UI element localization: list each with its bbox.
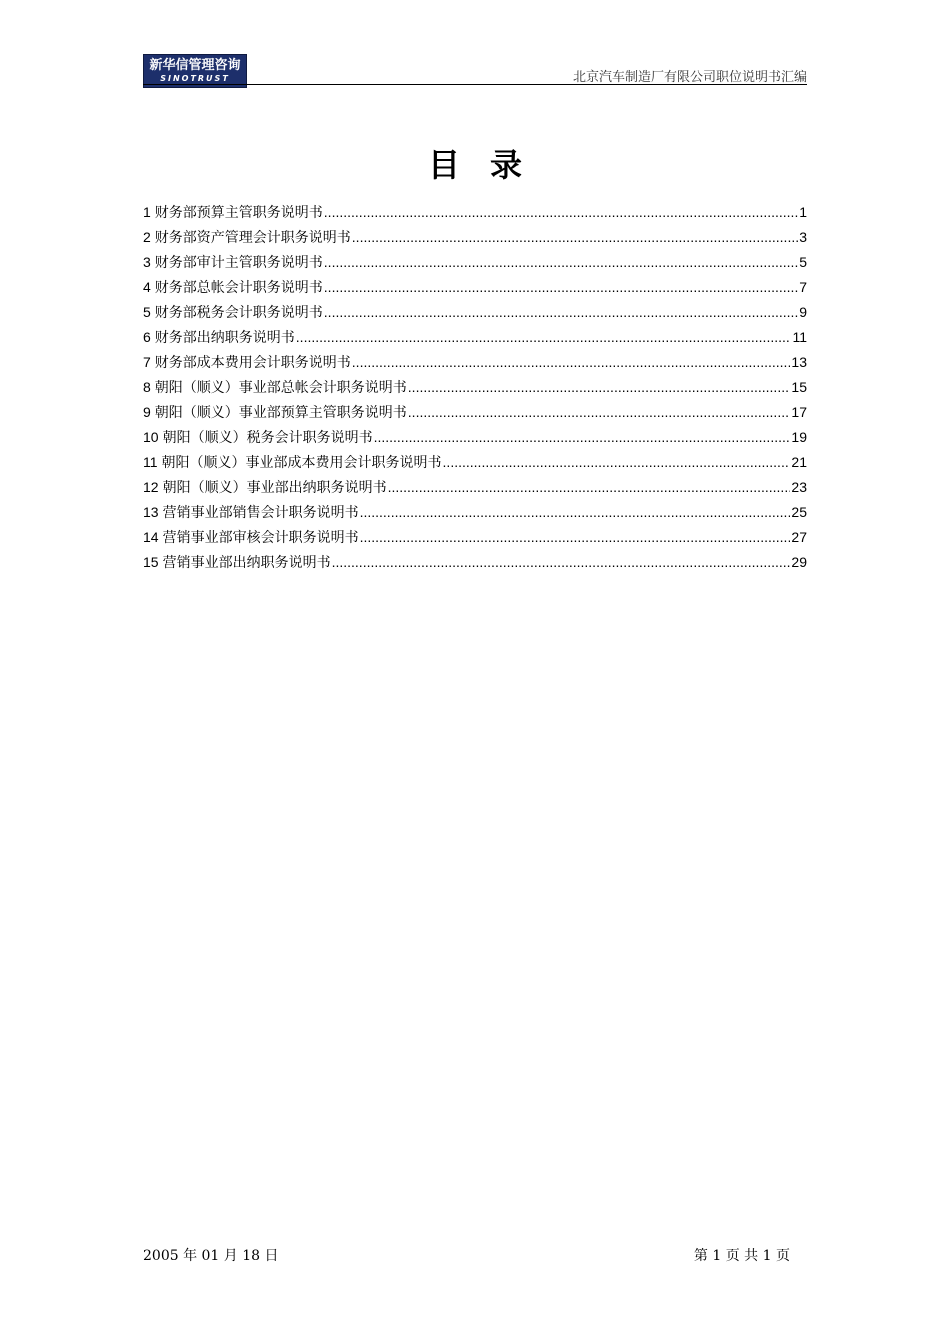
toc-entry-title: 财务部审计主管职务说明书 <box>154 255 323 271</box>
toc-list <box>143 200 807 575</box>
toc-entry-title: 营销事业部审核会计职务说明书 <box>162 530 359 546</box>
toc-entry-number: 6 <box>143 329 151 345</box>
toc-dot-leader <box>408 375 791 400</box>
toc-dot-leader <box>388 475 791 500</box>
logo-chinese-text: 新华信管理咨询 <box>149 58 241 73</box>
toc-entry-page-number: 9 <box>799 304 807 320</box>
toc-entry[interactable] <box>143 275 807 300</box>
toc-dot-leader <box>324 250 798 275</box>
toc-entry[interactable] <box>143 425 807 450</box>
toc-entry-page-number: 15 <box>791 379 807 395</box>
logo-english-text: SINOTRUST <box>160 74 230 83</box>
toc-entry-title: 财务部税务会计职务说明书 <box>154 305 323 321</box>
toc-entry-page-number: 3 <box>799 229 807 245</box>
header-divider <box>143 84 807 85</box>
toc-entry-number: 13 <box>143 504 159 520</box>
toc-dot-leader <box>360 500 791 525</box>
toc-entry[interactable] <box>143 300 807 325</box>
toc-dot-leader <box>374 425 791 450</box>
toc-entry[interactable] <box>143 400 807 425</box>
toc-entry-number: 3 <box>143 254 151 270</box>
toc-dot-leader <box>352 350 791 375</box>
toc-entry-title: 朝阳（顺义）事业部总帐会计职务说明书 <box>154 380 407 396</box>
toc-entry-number: 15 <box>143 554 159 570</box>
toc-entry-title: 朝阳（顺义）事业部出纳职务说明书 <box>162 480 387 496</box>
toc-entry-title: 朝阳（顺义）事业部预算主管职务说明书 <box>154 405 407 421</box>
toc-entry-page-number: 21 <box>791 454 807 470</box>
toc-entry-title: 财务部预算主管职务说明书 <box>154 205 323 221</box>
toc-entry[interactable] <box>143 350 807 375</box>
toc-entry-title: 财务部总帐会计职务说明书 <box>154 280 323 296</box>
toc-entry-number: 5 <box>143 304 151 320</box>
toc-entry[interactable] <box>143 475 807 500</box>
toc-dot-leader <box>443 450 791 475</box>
toc-entry-page-number: 23 <box>791 479 807 495</box>
toc-entry-number: 12 <box>143 479 159 495</box>
toc-entry[interactable] <box>143 550 807 575</box>
toc-entry-number: 7 <box>143 354 151 370</box>
document-header-title: 北京汽车制造厂有限公司职位说明书汇编 <box>572 70 807 85</box>
footer-date: 2005 年 01 月 18 日 <box>143 1248 279 1264</box>
toc-dot-leader <box>324 300 798 325</box>
toc-entry-page-number: 29 <box>791 554 807 570</box>
toc-entry-page-number: 19 <box>791 429 807 445</box>
toc-entry-number: 9 <box>143 404 151 420</box>
toc-entry[interactable] <box>143 500 807 525</box>
toc-entry-page-number: 17 <box>791 404 807 420</box>
toc-entry-page-number: 11 <box>792 329 807 345</box>
toc-entry-number: 10 <box>143 429 159 445</box>
toc-dot-leader <box>296 325 792 350</box>
toc-entry-number: 2 <box>143 229 151 245</box>
toc-entry[interactable] <box>143 450 807 475</box>
toc-entry-page-number: 1 <box>799 204 807 220</box>
toc-entry[interactable] <box>143 225 807 250</box>
toc-dot-leader <box>352 225 798 250</box>
company-logo <box>143 54 247 88</box>
toc-entry[interactable] <box>143 200 807 225</box>
toc-entry-title: 财务部成本费用会计职务说明书 <box>154 355 351 371</box>
footer-page-info: 第 1 页 共 1 页 <box>693 1248 790 1264</box>
toc-entry[interactable] <box>143 250 807 275</box>
toc-entry-page-number: 13 <box>791 354 807 370</box>
toc-entry-page-number: 5 <box>799 254 807 270</box>
toc-entry-number: 14 <box>143 529 159 545</box>
toc-entry-number: 4 <box>143 279 151 295</box>
toc-entry-number: 1 <box>143 204 151 220</box>
toc-dot-leader <box>332 550 791 575</box>
toc-dot-leader <box>324 275 798 300</box>
toc-entry[interactable] <box>143 325 807 350</box>
toc-entry-title: 营销事业部销售会计职务说明书 <box>162 505 359 521</box>
toc-entry-number: 8 <box>143 379 151 395</box>
toc-entry-title: 朝阳（顺义）税务会计职务说明书 <box>162 430 373 446</box>
toc-dot-leader <box>408 400 791 425</box>
toc-entry-title: 财务部资产管理会计职务说明书 <box>154 230 351 246</box>
toc-entry-title: 营销事业部出纳职务说明书 <box>162 555 331 571</box>
toc-entry-title: 朝阳（顺义）事业部成本费用会计职务说明书 <box>161 455 442 471</box>
toc-entry-number: 11 <box>143 454 158 470</box>
toc-heading: 目录 <box>427 146 552 184</box>
toc-entry-page-number: 25 <box>791 504 807 520</box>
toc-entry-page-number: 7 <box>799 279 807 295</box>
toc-entry[interactable] <box>143 375 807 400</box>
toc-entry-title: 财务部出纳职务说明书 <box>154 330 295 346</box>
toc-dot-leader <box>324 200 798 225</box>
toc-entry-page-number: 27 <box>791 529 807 545</box>
toc-dot-leader <box>360 525 791 550</box>
toc-entry[interactable] <box>143 525 807 550</box>
